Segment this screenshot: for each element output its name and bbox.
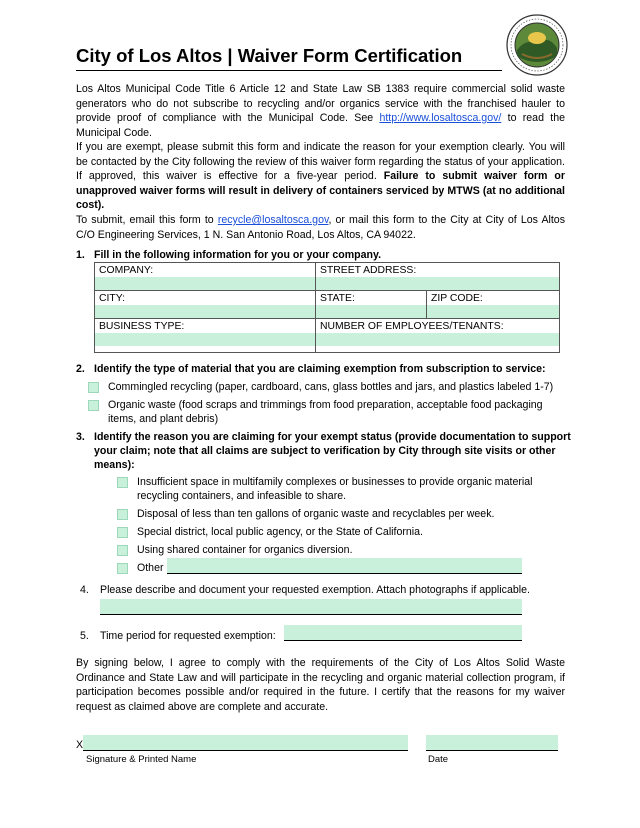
page-title: City of Los Altos | Waiver Form Certification — [76, 45, 463, 66]
business-type-label: BUSINESS TYPE: — [99, 321, 185, 332]
other-reason-field[interactable] — [167, 558, 522, 574]
commingled-recycling-label: Commingled recycling (paper, cardboard, cans, glass bottles and jars, and plastics labeled 1-7) — [108, 381, 554, 393]
employees-label: NUMBER OF EMPLOYEES/TENANTS: — [320, 321, 504, 332]
street-address-label: STREET ADDRESS: — [320, 265, 417, 276]
section-1-number: 1. — [76, 249, 85, 261]
company-label: COMPANY: — [99, 265, 154, 276]
intro-paragraph-3: To submit, email this form to recycle@losaltosca.gov, or mail this form to the City at City of Los Altos C/O Engineering Services, 1 N. San Antonio Road, Los Altos, CA 94022. — [76, 214, 565, 241]
zip-code-field[interactable] — [427, 305, 559, 318]
section-2-title: Identify the type of material that you are claiming exemption from subscription to service: — [94, 363, 546, 375]
insufficient-space-label: Insufficient space in multifamily complexes or businesses to provide organic material — [137, 476, 533, 488]
signature-field[interactable] — [83, 735, 408, 751]
low-disposal-label: Disposal of less than ten gallons of organic waste and recyclables per week. — [137, 508, 495, 520]
section-4-text: Please describe and document your requested exemption. Attach photographs if applicable. — [100, 584, 530, 596]
other-label: Other — [137, 562, 164, 574]
section-3-number: 3. — [76, 431, 85, 443]
shared-container-checkbox[interactable] — [117, 545, 128, 556]
section-3-title-line-2: your claim; note that all claims are subject to verification by City through site visits or other — [94, 445, 556, 457]
organic-waste-label: Organic waste (food scraps and trimmings from food preparation, acceptable food packaging — [108, 399, 543, 411]
exemption-description-line-2 — [100, 614, 522, 615]
business-type-field[interactable] — [95, 333, 315, 346]
section-5-text: Time period for requested exemption: — [100, 630, 276, 642]
recycle-email-link[interactable]: recycle@losaltosca.gov — [217, 214, 329, 226]
section-3-title-line-1: Identify the reason you are claiming for your exempt status (provide documentation to support — [94, 431, 571, 443]
section-2-number: 2. — [76, 363, 85, 375]
public-agency-label: Special district, local public agency, or the State of California. — [137, 526, 423, 538]
city-seal-logo — [506, 14, 568, 76]
insufficient-space-checkbox[interactable] — [117, 477, 128, 488]
signature-x-mark: X — [76, 739, 84, 751]
exemption-description-field[interactable] — [100, 599, 522, 615]
city-label: CITY: — [99, 293, 125, 304]
shared-container-label: Using shared container for organics diversion. — [137, 544, 353, 556]
date-field[interactable] — [426, 735, 558, 751]
intro-paragraph-1: Los Altos Municipal Code Title 6 Article 12 and State Law SB 1383 require commercial solid waste generators who do not subscribe to recycling and/or organics service with the franchised hauler to provide proof of compliance with the Municipal Code. See http://www.losaltosca.gov/ to read the Municipal Code. — [76, 83, 565, 139]
state-label: STATE: — [320, 293, 355, 304]
state-field[interactable] — [316, 305, 426, 318]
date-label: Date — [428, 754, 449, 765]
title-underline — [76, 70, 502, 71]
employees-field[interactable] — [316, 333, 559, 346]
agreement-paragraph: By signing below, I agree to comply with the requirements of the City of Los Altos Solid Waste Ordinance and State Law and will participate in the recycling and organic material collection program, if participation becomes possible and/or required in the future. I certify that the reasons for my waiver request as claimed above are complete and accurate. — [76, 657, 565, 713]
time-period-field[interactable] — [284, 625, 522, 641]
other-checkbox[interactable] — [117, 563, 128, 574]
municipal-code-link[interactable]: http://www.losaltosca.gov/ — [379, 112, 502, 124]
warning-text: Failure to submit waiver form or unapproved waiver forms will result in delivery of containers serviced by MTWS (at no additional cost). — [76, 170, 566, 211]
signature-label: Signature & Printed Name — [86, 754, 197, 765]
public-agency-checkbox[interactable] — [117, 527, 128, 538]
section-1-title: Fill in the following information for you or your company. — [94, 249, 382, 261]
organic-waste-label-cont: items, and plant debris) — [108, 413, 219, 425]
company-info-table — [94, 262, 560, 353]
section-3-title-line-3: means): — [94, 459, 135, 471]
intro-paragraph-2: If you are exempt, please submit this form and indicate the reason for your exemption clearly. You will be contacted by the City following the review of this waiver form regarding the status of your application. If approved, this waiver is effective for a five-year period. Failure to submit waiver form or unapproved waiver forms will result in delivery of containers serviced by MTWS (at no additional cost). — [76, 141, 566, 211]
insufficient-space-label-cont: recycling containers, and infeasible to share. — [137, 490, 347, 502]
commingled-recycling-checkbox[interactable] — [88, 382, 99, 393]
section-5-number: 5. — [80, 630, 89, 642]
zip-code-label: ZIP CODE: — [431, 293, 483, 304]
section-4-number: 4. — [80, 584, 89, 596]
city-field[interactable] — [95, 305, 315, 318]
low-disposal-checkbox[interactable] — [117, 509, 128, 520]
street-address-field[interactable] — [316, 277, 559, 290]
organic-waste-checkbox[interactable] — [88, 400, 99, 411]
company-field[interactable] — [95, 277, 315, 290]
